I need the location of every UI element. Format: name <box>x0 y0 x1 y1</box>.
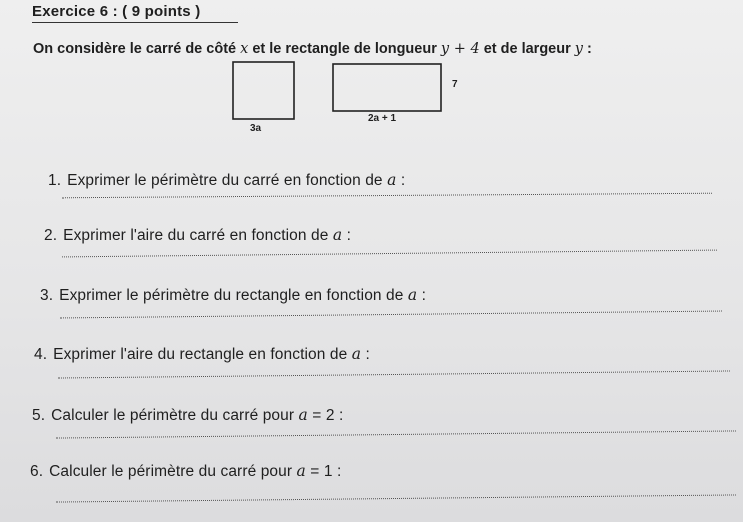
rectangle-length-label: 2a + 1 <box>368 113 397 124</box>
question-suffix: : <box>417 287 427 304</box>
question-number: 5. <box>32 407 46 424</box>
question-suffix: : <box>342 227 352 244</box>
intro-var-y: y <box>574 41 583 57</box>
intro-var-x: x <box>240 41 249 57</box>
question-2 <box>44 226 351 245</box>
question-variable: a <box>407 286 418 304</box>
question-number: 4. <box>34 346 48 363</box>
question-3 <box>40 286 426 305</box>
question-1 <box>48 171 405 190</box>
intro-text-after: et de largeur <box>479 41 575 57</box>
question-text: Calculer le périmètre du carré pour <box>51 407 299 424</box>
question-variable: a <box>351 345 362 363</box>
question-variable: a <box>387 171 397 189</box>
question-5 <box>32 406 343 425</box>
question-text: Exprimer le périmètre du carré en fonction de <box>67 172 388 189</box>
square-figure <box>233 62 294 119</box>
question-number: 3. <box>40 287 54 304</box>
question-text: Calculer le périmètre du carré pour <box>49 463 297 480</box>
intro-length-expression: y + 4 <box>440 41 480 57</box>
question-number: 1. <box>48 172 62 189</box>
question-text: Exprimer l'aire du rectangle en fonction de <box>53 346 352 363</box>
question-variable: a <box>332 226 343 244</box>
rectangle-width-label: 7 <box>452 79 458 90</box>
question-suffix: = 1 : <box>305 463 342 480</box>
question-suffix: : <box>361 346 370 363</box>
question-text: Exprimer le périmètre du rectangle en fonction de <box>59 287 408 304</box>
intro-text-end: : <box>582 41 592 57</box>
intro-text-middle: et le rectangle de longueur <box>248 41 441 57</box>
question-suffix: : <box>396 172 406 189</box>
question-text: Exprimer l'aire du carré en fonction de <box>63 227 333 244</box>
square-side-label: 3a <box>250 123 262 134</box>
question-variable: a <box>296 462 306 480</box>
rectangle-figure <box>333 64 441 111</box>
question-6 <box>30 462 341 481</box>
question-number: 6. <box>30 463 44 480</box>
question-suffix: = 2 : <box>307 407 344 424</box>
question-variable: a <box>298 406 308 424</box>
question-number: 2. <box>44 227 58 244</box>
question-4 <box>34 345 370 364</box>
intro-text-before: On considère le carré de côté <box>33 41 241 57</box>
exercise-title: Exercice 6 : ( 9 points ) <box>32 3 201 20</box>
